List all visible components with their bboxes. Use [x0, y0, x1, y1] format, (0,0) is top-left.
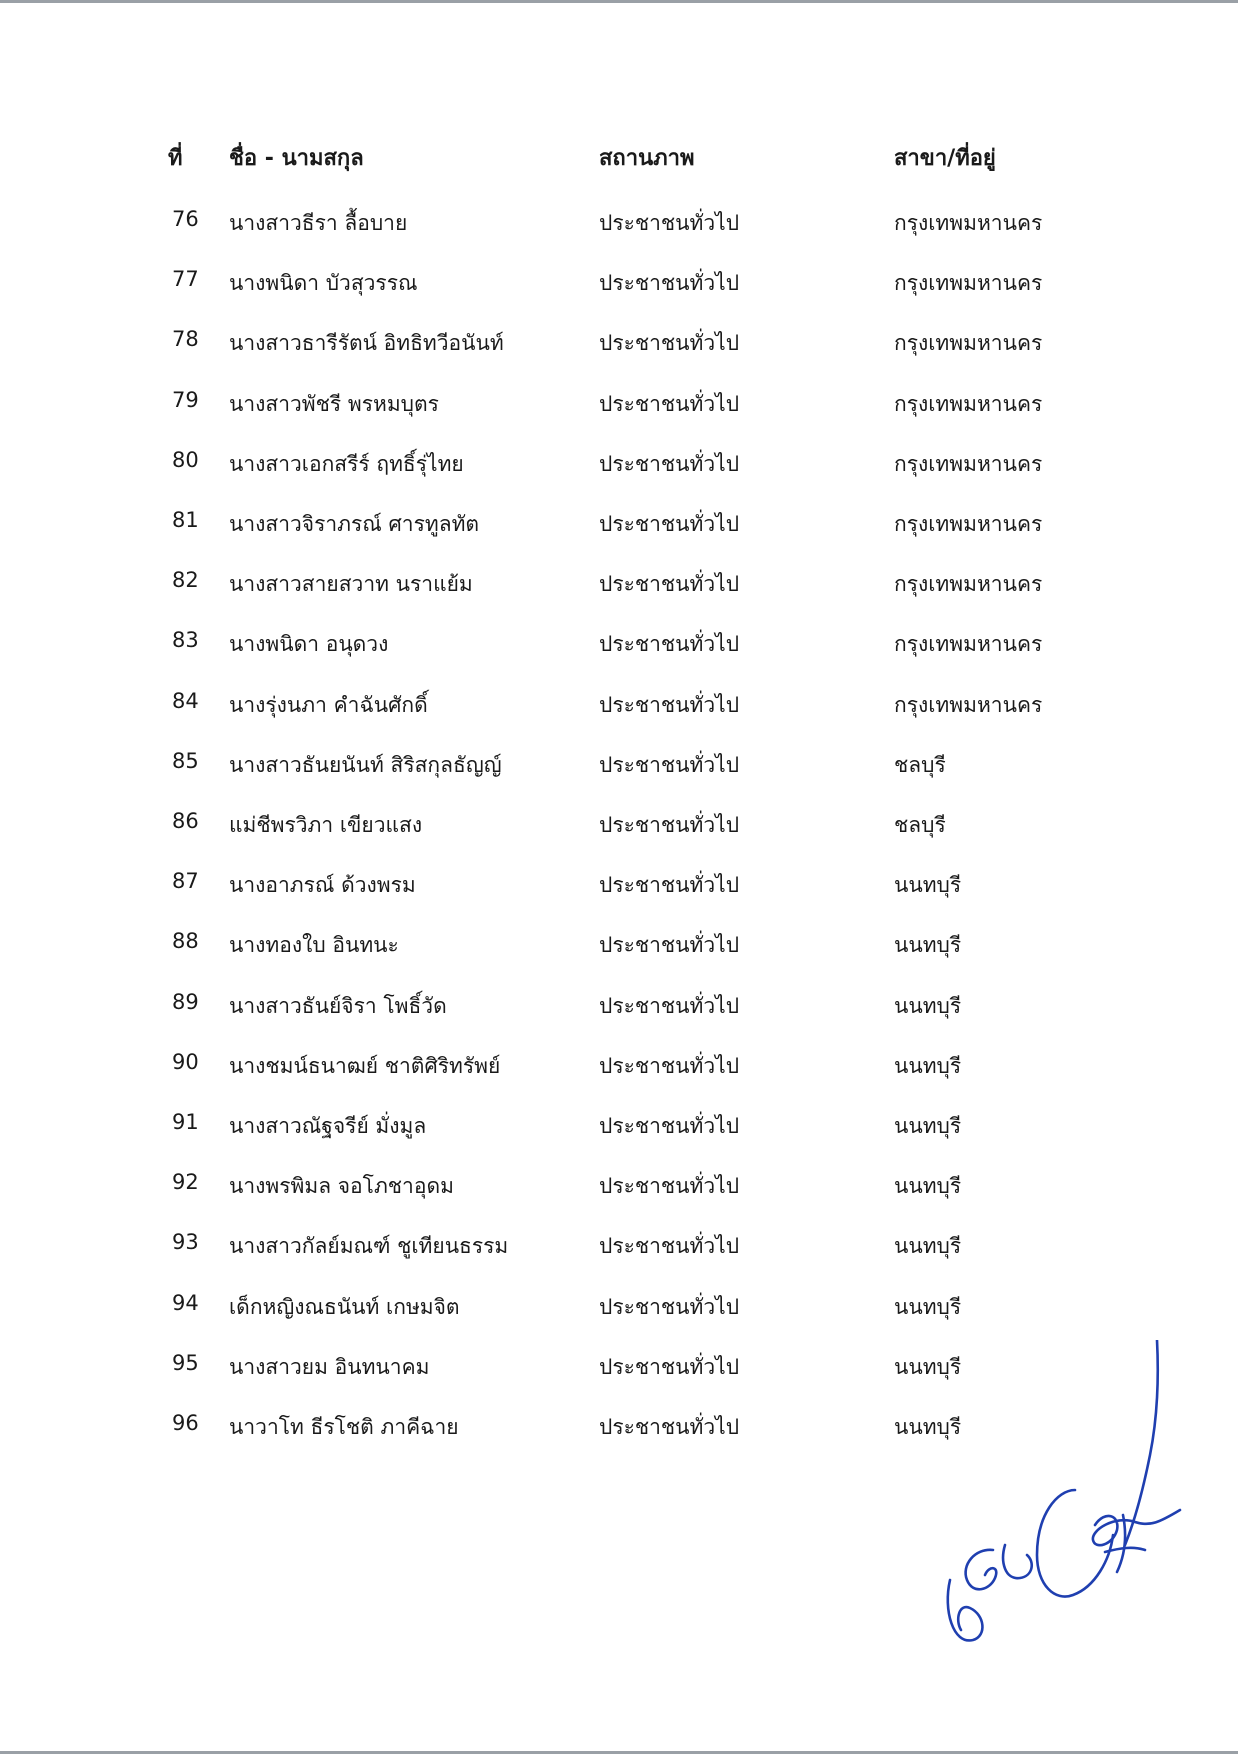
row-number: 90	[172, 1050, 199, 1074]
row-address: นนทบุรี	[894, 1174, 962, 1198]
table-row	[0, 1170, 1238, 1210]
row-status: ประชาชนทั่วไป	[599, 1174, 740, 1198]
row-address: นนทบุรี	[894, 873, 962, 897]
table-row	[0, 207, 1238, 247]
row-address: กรุงเทพมหานคร	[894, 271, 1043, 295]
row-number: 94	[172, 1291, 199, 1315]
row-address: ชลบุรี	[894, 753, 946, 777]
row-number: 76	[172, 207, 199, 231]
row-status: ประชาชนทั่วไป	[599, 452, 740, 476]
header-name: ชื่อ - นามสกุล	[229, 146, 364, 171]
table-row	[0, 869, 1238, 909]
table-row	[0, 568, 1238, 608]
row-number: 81	[172, 508, 199, 532]
row-status: ประชาชนทั่วไป	[599, 693, 740, 717]
row-address: ชลบุรี	[894, 813, 946, 837]
table-row	[0, 508, 1238, 548]
row-name: นางสาวธันยนันท์ สิริสกุลธัญญ์	[229, 753, 502, 777]
row-number: 87	[172, 869, 199, 893]
row-number: 96	[172, 1411, 199, 1435]
row-number: 77	[172, 267, 199, 291]
table-row	[0, 1110, 1238, 1150]
row-number: 95	[172, 1351, 199, 1375]
row-address: กรุงเทพมหานคร	[894, 392, 1043, 416]
header-status: สถานภาพ	[599, 146, 695, 171]
row-number: 83	[172, 628, 199, 652]
row-number: 93	[172, 1230, 199, 1254]
row-status: ประชาชนทั่วไป	[599, 813, 740, 837]
table-row	[0, 809, 1238, 849]
row-name: นางสาวสายสวาท นราแย้ม	[229, 572, 473, 596]
table-row	[0, 388, 1238, 428]
row-status: ประชาชนทั่วไป	[599, 1234, 740, 1258]
row-number: 91	[172, 1110, 199, 1134]
handwritten-signature	[945, 1340, 1205, 1720]
table-row	[0, 1291, 1238, 1331]
row-number: 92	[172, 1170, 199, 1194]
row-address: กรุงเทพมหานคร	[894, 693, 1043, 717]
row-status: ประชาชนทั่วไป	[599, 933, 740, 957]
row-name: นางสาวธีรา ลื้อบาย	[229, 211, 408, 235]
row-number: 78	[172, 327, 199, 351]
row-name: นางอาภรณ์ ด้วงพรม	[229, 873, 416, 897]
table-header	[0, 140, 1238, 180]
row-status: ประชาชนทั่วไป	[599, 392, 740, 416]
row-name: นางสาวกัลย์มณฑ์ ชูเทียนธรรม	[229, 1234, 509, 1258]
page-top-edge	[0, 0, 1238, 3]
row-address: กรุงเทพมหานคร	[894, 211, 1043, 235]
row-address: กรุงเทพมหานคร	[894, 572, 1043, 596]
row-status: ประชาชนทั่วไป	[599, 211, 740, 235]
header-address: สาขา/ที่อยู่	[894, 146, 996, 171]
table-row	[0, 327, 1238, 367]
row-address: นนทบุรี	[894, 994, 962, 1018]
row-number: 89	[172, 990, 199, 1014]
row-number: 88	[172, 929, 199, 953]
row-name: นางชมน์ธนาฒย์ ชาติศิริทรัพย์	[229, 1054, 501, 1078]
row-name: นางพนิดา อนุดวง	[229, 632, 389, 656]
row-name: นางสาวณัฐจรีย์ มั่งมูล	[229, 1114, 427, 1138]
row-status: ประชาชนทั่วไป	[599, 1114, 740, 1138]
table-row	[0, 267, 1238, 307]
row-status: ประชาชนทั่วไป	[599, 873, 740, 897]
row-name: นางสาวธารีรัตน์ อิทธิทวีอนันท์	[229, 331, 504, 355]
row-address: นนทบุรี	[894, 1054, 962, 1078]
row-name: นางสาวธันย์จิรา โพธิ์วัด	[229, 994, 447, 1018]
row-name: นางทองใบ อินทนะ	[229, 933, 399, 957]
row-number: 84	[172, 689, 199, 713]
row-number: 86	[172, 809, 199, 833]
row-name: นางสาวพัชรี พรหมบุตร	[229, 392, 439, 416]
table-row	[0, 628, 1238, 668]
table-row	[0, 749, 1238, 789]
row-status: ประชาชนทั่วไป	[599, 1415, 740, 1439]
row-number: 82	[172, 568, 199, 592]
row-name: นางรุ่งนภา คำฉันศักดิ์	[229, 693, 428, 717]
row-address: นนทบุรี	[894, 1234, 962, 1258]
row-status: ประชาชนทั่วไป	[599, 1355, 740, 1379]
row-name: นางพรพิมล จอโภชาอุดม	[229, 1174, 454, 1198]
row-address: นนทบุรี	[894, 933, 962, 957]
row-address: กรุงเทพมหานคร	[894, 452, 1043, 476]
row-status: ประชาชนทั่วไป	[599, 994, 740, 1018]
row-name: เด็กหญิงณธนันท์ เกษมจิต	[229, 1295, 460, 1319]
row-name: นางสาวเอกสรีร์ ฤทธิ์รุ่ไทย	[229, 452, 464, 476]
row-name: นาวาโท ธีรโชติ ภาคีฉาย	[229, 1415, 459, 1439]
row-address: นนทบุรี	[894, 1415, 962, 1439]
row-address: นนทบุรี	[894, 1355, 962, 1379]
row-address: นนทบุรี	[894, 1114, 962, 1138]
row-address: นนทบุรี	[894, 1295, 962, 1319]
row-address: กรุงเทพมหานคร	[894, 512, 1043, 536]
row-status: ประชาชนทั่วไป	[599, 632, 740, 656]
row-address: กรุงเทพมหานคร	[894, 632, 1043, 656]
table-row	[0, 1050, 1238, 1090]
row-status: ประชาชนทั่วไป	[599, 753, 740, 777]
table-row	[0, 1230, 1238, 1270]
table-row	[0, 990, 1238, 1030]
row-name: แม่ชีพรวิภา เขียวแสง	[229, 813, 423, 837]
table-row	[0, 448, 1238, 488]
row-status: ประชาชนทั่วไป	[599, 331, 740, 355]
row-name: นางสาวจิราภรณ์ ศารทูลทัต	[229, 512, 480, 536]
row-number: 79	[172, 388, 199, 412]
row-address: กรุงเทพมหานคร	[894, 331, 1043, 355]
table-row	[0, 689, 1238, 729]
header-no: ที่	[168, 146, 183, 171]
row-name: นางสาวยม อินทนาคม	[229, 1355, 430, 1379]
row-status: ประชาชนทั่วไป	[599, 271, 740, 295]
row-name: นางพนิดา บัวสุวรรณ	[229, 271, 418, 295]
row-status: ประชาชนทั่วไป	[599, 1054, 740, 1078]
row-status: ประชาชนทั่วไป	[599, 512, 740, 536]
table-row	[0, 929, 1238, 969]
row-status: ประชาชนทั่วไป	[599, 572, 740, 596]
row-status: ประชาชนทั่วไป	[599, 1295, 740, 1319]
row-number: 80	[172, 448, 199, 472]
row-number: 85	[172, 749, 199, 773]
